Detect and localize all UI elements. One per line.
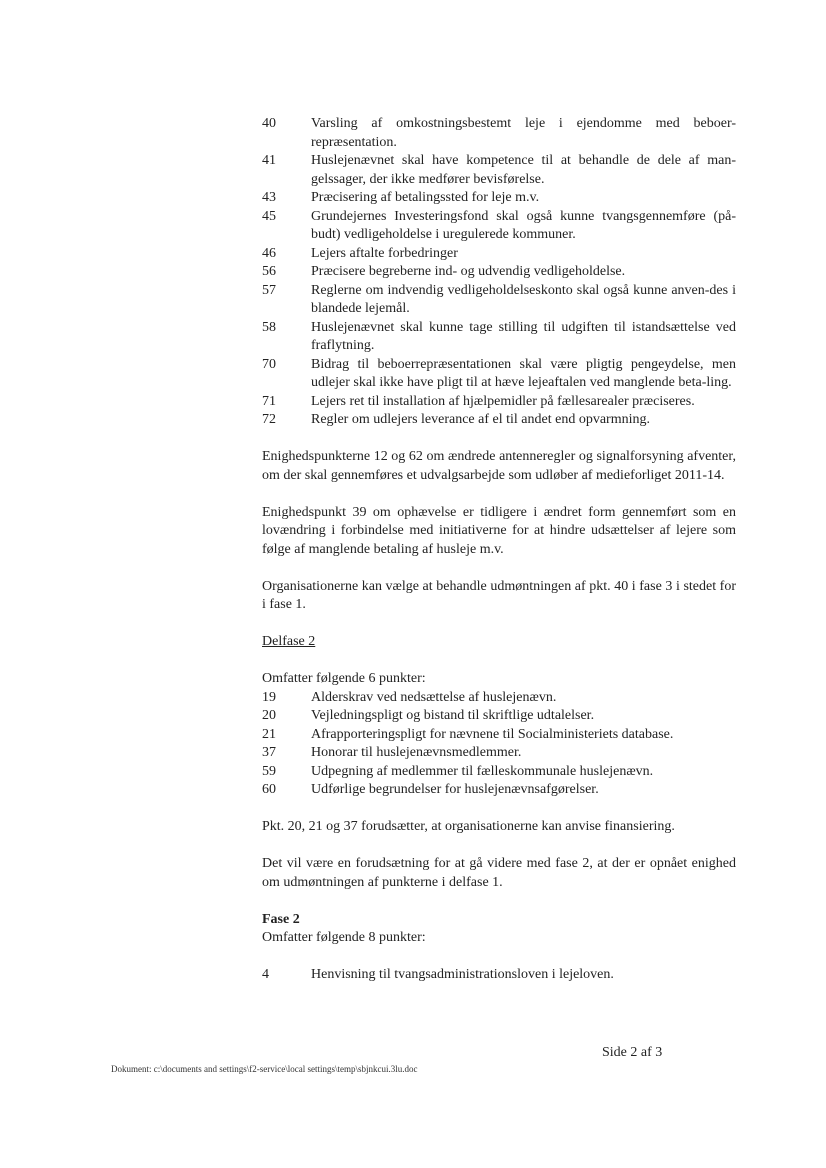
item-number: 46 xyxy=(262,245,276,261)
list-item xyxy=(262,152,736,189)
list-item xyxy=(262,263,736,282)
paragraph-antenna: Enighedspunkterne 12 og 62 om ændrede antenneregler og signalforsyning afventer, om der skal gennemføres et udvalgsarbejde som udløber af medieforliget 2011-14. xyxy=(262,449,736,483)
list-item xyxy=(262,319,736,356)
list-item xyxy=(262,411,736,430)
item-number: 43 xyxy=(262,190,276,205)
paragraph-financing: Pkt. 20, 21 og 37 forudsætter, at organisationerne kan anvise finansiering. xyxy=(262,819,675,834)
item-number: 70 xyxy=(262,356,276,372)
delfase2-intro: Omfatter følgende 6 punkter: xyxy=(262,671,426,686)
list-item xyxy=(262,781,736,800)
phase1-list xyxy=(262,115,736,430)
item-number: 56 xyxy=(262,264,276,279)
item-text: Præcisere begreberne ind- og udvendig vedligeholdelse. xyxy=(311,264,626,279)
list-item xyxy=(262,208,736,245)
item-text: Regler om udlejers leverance af el til andet end opvarmning. xyxy=(311,412,650,427)
fase2-intro: Omfatter følgende 8 punkter: xyxy=(262,930,426,945)
paragraph-eviction: Enighedspunkt 39 om ophævelse er tidligere i ændret form gennemført som en lovændring i forbindelse med initiativerne for at hindre udsættelser af lejere som følge af manglende betaling af husleje m.v. xyxy=(262,504,736,557)
item-number: 45 xyxy=(262,208,276,224)
item-number: 41 xyxy=(262,153,276,168)
list-item xyxy=(262,966,736,985)
item-text: Lejers ret til installation af hjælpemidler på fællesarealer præciseres. xyxy=(311,393,695,409)
item-text: Grundejernes Investeringsfond skal også kunne tvangsgennemføre (på-budt) vedligeholdelse i uregulerede kommuner. xyxy=(311,208,736,242)
document-path: Dokument: c:\documents and settings\f2-service\local settings\temp\sbjnkcui.3lu.doc xyxy=(111,1064,418,1074)
list-item xyxy=(262,763,736,782)
item-text: Vejledningspligt og bistand til skriftlige udtalelser. xyxy=(311,708,595,723)
item-text: Huslejenævnet skal have kompetence til at behandle de dele af man-gelssager, der ikke medfører bevisførelse. xyxy=(311,153,736,187)
item-text: Huslejenævnet skal kunne tage stilling til udgiften til istandsættelse ved fraflytning. xyxy=(311,319,736,353)
list-item xyxy=(262,245,736,264)
page-body xyxy=(262,115,736,985)
item-number: 21 xyxy=(262,726,276,742)
item-text: Reglerne om indvendig vedligeholdelseskonto skal også kunne anven-des i blandede lejemål. xyxy=(311,282,736,316)
list-item xyxy=(262,707,736,726)
list-item xyxy=(262,689,736,708)
list-item xyxy=(262,356,736,393)
item-number: 59 xyxy=(262,763,276,779)
item-number: 60 xyxy=(262,782,276,797)
item-number: 20 xyxy=(262,708,276,723)
item-text: Honorar til huslejenævnsmedlemmer. xyxy=(311,745,522,760)
item-text: Alderskrav ved nedsættelse af huslejenævn. xyxy=(311,689,557,705)
list-item xyxy=(262,744,736,763)
item-number: 40 xyxy=(262,116,276,131)
item-number: 37 xyxy=(262,745,276,760)
item-text: Udpegning af medlemmer til fælleskommunale huslejenævn. xyxy=(311,763,654,779)
list-item xyxy=(262,115,736,152)
list-item xyxy=(262,282,736,319)
item-text: Henvisning til tvangsadministrationsloven i lejeloven. xyxy=(311,967,614,982)
item-text: Lejers aftalte forbedringer xyxy=(311,245,458,261)
delfase2-heading: Delfase 2 xyxy=(262,634,316,649)
delfase2-list xyxy=(262,689,736,800)
item-text: Bidrag til beboerrepræsentationen skal være pligtig pengeydelse, men udlejer skal ikke have pligt til at hæve lejeaftalen ved manglende beta-ling. xyxy=(311,356,736,390)
item-number: 57 xyxy=(262,282,276,298)
paragraph-organisations: Organisationerne kan vælge at behandle udmøntningen af pkt. 40 i fase 3 i stedet for i fase 1. xyxy=(262,578,736,612)
paragraph-precondition: Det vil være en forudsætning for at gå videre med fase 2, at der er opnået enighed om udmøntningen af punkterne i delfase 1. xyxy=(262,856,736,890)
item-text: Præcisering af betalingssted for leje m.v. xyxy=(311,190,540,205)
item-text: Udførlige begrundelser for huslejenævnsafgørelser. xyxy=(311,782,599,797)
item-number: 58 xyxy=(262,319,276,335)
item-number: 4 xyxy=(262,967,269,982)
item-number: 71 xyxy=(262,393,276,409)
item-text: Varsling af omkostningsbestemt leje i ejendomme med beboer-repræsentation. xyxy=(311,116,736,150)
page-number: Side 2 af 3 xyxy=(602,1045,663,1060)
item-number: 19 xyxy=(262,689,276,705)
fase2-list xyxy=(262,966,736,985)
list-item xyxy=(262,393,736,412)
list-item xyxy=(262,726,736,745)
fase2-heading: Fase 2 xyxy=(262,911,300,927)
item-text: Afrapporteringspligt for nævnene til Socialministeriets database. xyxy=(311,726,674,742)
item-number: 72 xyxy=(262,412,276,427)
list-item xyxy=(262,189,736,208)
